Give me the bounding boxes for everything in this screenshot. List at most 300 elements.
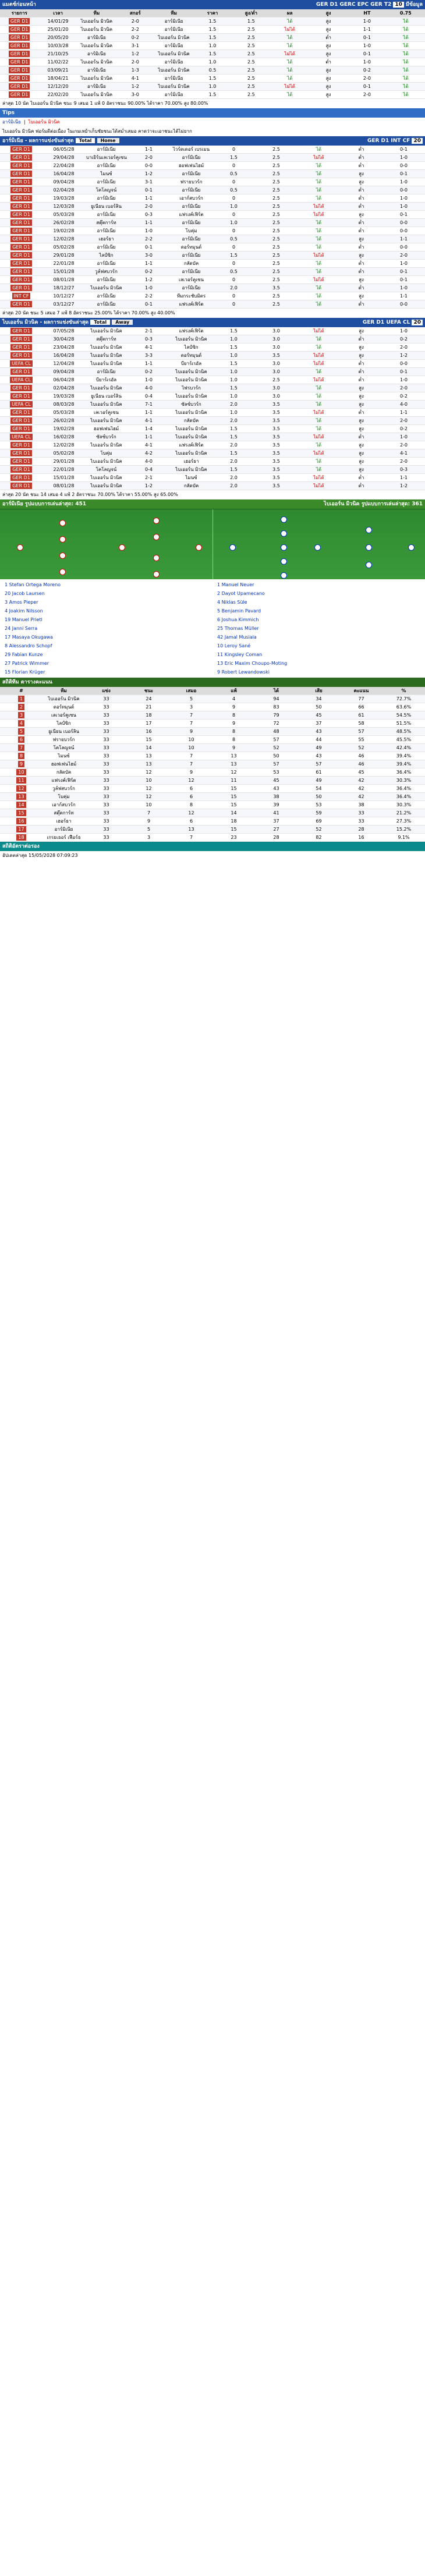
standings-cell: 38: [255, 793, 298, 801]
standings-cell: 5: [170, 695, 212, 703]
standings-cell: [0, 760, 42, 768]
recent-b-row[interactable]: [0, 433, 425, 441]
recent-a-cell: 0: [212, 211, 255, 219]
recent-b-cell: ดอร์ทมุนด์: [170, 352, 212, 360]
h2h-cell: 2-0: [116, 58, 154, 66]
recent-a-cell: ได้: [298, 186, 340, 194]
recent-a-row[interactable]: [0, 260, 425, 268]
recent-b-cell: บียาร์เรอัล: [170, 360, 212, 368]
standings-row[interactable]: [0, 817, 425, 825]
recent-b-row[interactable]: [0, 376, 425, 384]
lineup-player[interactable]: 17 Masaya Okugawa: [5, 635, 53, 640]
standings-row[interactable]: [0, 728, 425, 736]
recent-b-cell: ไม่ได้: [298, 352, 340, 360]
h2h-row[interactable]: [0, 83, 425, 91]
recent-b-league-tag: GER D1: [10, 409, 32, 416]
h2h-cell: อาร์มิเนีย: [154, 91, 193, 99]
recent-a-row[interactable]: [0, 170, 425, 178]
recent-b-cell: สูง: [340, 458, 382, 466]
recent-a-cell: วูล์ฟสบวร์ก: [85, 268, 128, 276]
section-b-filter-1[interactable]: GER D1: [362, 320, 385, 325]
recent-b-cell: 3.5: [255, 352, 298, 360]
lineup-player[interactable]: 9 Robert Lewandowski: [217, 669, 270, 675]
standings-cell: เลเวอร์คูเซน: [42, 711, 85, 720]
lineup-player[interactable]: 27 Patrick Wimmer: [5, 661, 49, 666]
section-a-count[interactable]: 20: [412, 138, 423, 144]
standings-cell: 15: [128, 736, 170, 744]
standings-row[interactable]: [0, 777, 425, 785]
standings-cell: 18: [212, 817, 255, 825]
recent-b-row[interactable]: [0, 409, 425, 417]
recent-b-cell: สตุ๊ตการ์ท: [85, 335, 128, 343]
standings-row[interactable]: [0, 809, 425, 817]
h2h-cell: 0-1: [348, 50, 386, 58]
standings-cell: 36.4%: [382, 768, 425, 777]
recent-b-cell: 3.0: [255, 327, 298, 335]
recent-a-cell: 1-1: [382, 235, 425, 243]
section-a-filter-2[interactable]: INT CF: [391, 138, 410, 144]
standings-cell: 33: [85, 711, 128, 720]
lineup-player[interactable]: 20 Jacob Laursen: [5, 591, 45, 596]
h2h-cell: 11/02/22: [38, 58, 77, 66]
recent-b-cell: ไฟรบวร์ก: [170, 384, 212, 392]
standings-cell: 33: [85, 736, 128, 744]
recent-a-cell: ได้: [298, 268, 340, 276]
tab-home-a[interactable]: Home: [97, 138, 119, 143]
filter-3[interactable]: EPC: [357, 2, 369, 8]
recent-a-row[interactable]: [0, 268, 425, 276]
standings-cell: 10: [170, 744, 212, 752]
h2h-row[interactable]: [0, 91, 425, 99]
recent-a-cell: 10/12/27: [42, 292, 85, 300]
recent-b-cell: 0-4: [128, 392, 170, 401]
recent-b-row[interactable]: [0, 392, 425, 401]
lineup-player[interactable]: 1 Manuel Neuer: [217, 582, 254, 587]
recent-b-row[interactable]: [0, 327, 425, 335]
recent-b-cell: 2-0: [382, 458, 425, 466]
h2h-header-cell: ทีม: [154, 9, 193, 17]
recent-a-cell: 0-0: [382, 243, 425, 251]
lineup-player[interactable]: 2 Dayot Upamecano: [217, 591, 265, 596]
recent-a-league-tag: GER D1: [10, 146, 32, 153]
standings-cell: [0, 711, 42, 720]
recent-b-row[interactable]: [0, 368, 425, 376]
lineup-right-title: ไบเออร์น มิวนิค รูปแบบการเล่นล่าสุด: 361: [324, 501, 423, 507]
recent-a-row[interactable]: [0, 243, 425, 251]
recent-a-cell: ไม่ได้: [298, 154, 340, 162]
recent-b-cell: 1.0: [212, 376, 255, 384]
standings-row[interactable]: [0, 711, 425, 720]
recent-b-cell: ต่ำ: [340, 376, 382, 384]
recent-b-cell: 1-1: [128, 360, 170, 368]
recent-a-cell: 18/12/27: [42, 284, 85, 292]
recent-a-cell: ไวร์ดเดอร์ เบรเมน: [170, 146, 212, 154]
h2h-row[interactable]: [0, 17, 425, 26]
pitch: [0, 509, 425, 579]
recent-a-cell: 0-0: [382, 186, 425, 194]
recent-b-league-tag: GER D1: [10, 328, 32, 334]
recent-b-league-tag: GER D1: [10, 385, 32, 391]
recent-a-cell: 0: [212, 194, 255, 203]
h2h-row[interactable]: [0, 66, 425, 75]
recent-b-row[interactable]: [0, 458, 425, 466]
recent-b-cell: [0, 417, 42, 425]
standings-cell: เอาก์สบวร์ก: [42, 801, 85, 809]
standings-cell: 9: [212, 703, 255, 711]
lineup-player[interactable]: 8 Alessandro Schopf: [5, 643, 52, 649]
recent-b-cell: [0, 360, 42, 368]
recent-a-row[interactable]: [0, 284, 425, 292]
recent-b-cell: 3.0: [255, 335, 298, 343]
recent-b-cell: กลัดบัค: [170, 482, 212, 490]
standings-row[interactable]: [0, 744, 425, 752]
recent-a-cell: 2.5: [255, 260, 298, 268]
player-dot: [153, 518, 160, 524]
recent-a-cell: 2.5: [255, 243, 298, 251]
recent-b-row[interactable]: [0, 401, 425, 409]
page: [0, 0, 425, 860]
recent-b-row[interactable]: [0, 384, 425, 392]
lineup-player[interactable]: 6 Joshua Kimmich: [217, 617, 259, 622]
h2h-cell: 2.5: [232, 66, 270, 75]
recent-b-cell: [0, 409, 42, 417]
recent-b-cell: 3.5: [255, 409, 298, 417]
h2h-cell: สูง: [309, 91, 348, 99]
h2h-cell: 22/02/20: [38, 91, 77, 99]
standings-cell: 8: [212, 736, 255, 744]
recent-a-cell: อาร์มิเนีย: [85, 243, 128, 251]
standings-row[interactable]: [0, 760, 425, 768]
h2h-cell: ได้: [271, 91, 309, 99]
standings-row[interactable]: [0, 768, 425, 777]
standings-cell: 33: [340, 809, 382, 817]
h2h-row[interactable]: [0, 50, 425, 58]
h2h-cell: 2-2: [116, 26, 154, 34]
standings-cell: 15.2%: [382, 825, 425, 834]
recent-a-cell: 12/03/28: [42, 203, 85, 211]
standings-cell: 45: [255, 777, 298, 785]
recent-a-cell: ทีมกระชับมิตร: [170, 292, 212, 300]
recent-a-summary: ล่าสุด 20 นัด ชนะ 5 เสมอ 7 แพ้ 8 อัตราชนะ 25.00% ได้ราคา 70.00% สูง 40.00%: [2, 310, 175, 316]
h2h-league-tag: GER D1: [9, 91, 30, 98]
h2h-cell: 2-0: [348, 75, 386, 83]
h2h-cell: [0, 42, 38, 50]
standings-cell: ดอร์ทมุนด์: [42, 703, 85, 711]
recent-a-cell: อาร์มิเนีย: [85, 227, 128, 235]
h2h-cell: [0, 34, 38, 42]
recent-a-row[interactable]: [0, 186, 425, 194]
recent-b-row[interactable]: [0, 335, 425, 343]
section-b-count[interactable]: 20: [412, 320, 423, 325]
recent-a-row[interactable]: [0, 235, 425, 243]
recent-b-cell: ไม่ได้: [298, 327, 340, 335]
recent-b-cell: 0-3: [128, 335, 170, 343]
h2h-cell: 1.5: [193, 91, 232, 99]
filter-2[interactable]: GERC: [339, 2, 356, 8]
recent-b-cell: 1.5: [212, 466, 255, 474]
recent-a-cell: 0.5: [212, 186, 255, 194]
recent-b-cell: ไม่ได้: [298, 449, 340, 458]
h2h-cell: ได้: [271, 58, 309, 66]
standings-row[interactable]: [0, 695, 425, 703]
standings-cell: 39.4%: [382, 752, 425, 760]
recent-b-league-tag: GER D1: [10, 336, 32, 342]
count-select[interactable]: 10: [393, 2, 404, 8]
standings-cell: 30.3%: [382, 777, 425, 785]
recent-a-row[interactable]: [0, 251, 425, 260]
recent-a-cell: 0-1: [382, 146, 425, 154]
recent-a-cell: อาร์มิเนีย: [170, 219, 212, 227]
lineup-player[interactable]: 3 Amos Pieper: [5, 600, 38, 605]
standings-league-tag: 17: [16, 826, 26, 832]
h2h-cell: 1.5: [193, 75, 232, 83]
standings-cell: 12: [170, 777, 212, 785]
recent-b-cell: ไบเออร์น มิวนิค: [170, 425, 212, 433]
recent-b-cell: [0, 384, 42, 392]
standings-cell: 15: [212, 825, 255, 834]
recent-b-cell: [0, 425, 42, 433]
recent-a-cell: ต่ำ: [340, 227, 382, 235]
lineup-player[interactable]: 19 Manuel Prietl: [5, 617, 42, 622]
recent-b-row[interactable]: [0, 466, 425, 474]
recent-b-league-tag: UEFA CL: [10, 377, 33, 383]
recent-a-row[interactable]: [0, 300, 425, 309]
h2h-header-cell: สูง/ต่ำ: [232, 9, 270, 17]
h2h-row[interactable]: [0, 75, 425, 83]
recent-a-row[interactable]: [0, 211, 425, 219]
recent-b-cell: ไบเออร์น มิวนิค: [85, 343, 128, 352]
recent-a-cell: 1.0: [212, 219, 255, 227]
lineup-player[interactable]: 11 Kingsley Coman: [217, 652, 263, 657]
recent-a-row[interactable]: [0, 154, 425, 162]
h2h-cell: ไบเออร์น มิวนิค: [77, 75, 116, 83]
tips-label: Tips: [2, 110, 15, 116]
standings-cell: 66: [340, 703, 382, 711]
lineup-player[interactable]: 4 Joakim Nilsson: [5, 608, 43, 614]
recent-b-cell: ไบเออร์น มิวนิค: [170, 433, 212, 441]
recent-b-cell: ไบเออร์น มิวนิค: [85, 458, 128, 466]
recent-a-cell: 1-1: [128, 219, 170, 227]
player-dot: [366, 544, 372, 551]
lineup-player[interactable]: 25 Thomas Müller: [217, 626, 259, 631]
h2h-cell: อาร์มิเนีย: [77, 34, 116, 42]
lineup-player[interactable]: 5 Benjamin Pavard: [217, 608, 261, 614]
h2h-cell: อาร์มิเนีย: [154, 17, 193, 26]
h2h-cell: สูง: [309, 66, 348, 75]
h2h-cell: อาร์มิเนีย: [77, 66, 116, 75]
standings-cell: โคโลญจน์: [42, 744, 85, 752]
h2h-cell: ได้: [271, 42, 309, 50]
lineup-player[interactable]: 24 Janni Serra: [5, 626, 38, 631]
standings-cell: 9: [170, 768, 212, 777]
standings-row[interactable]: [0, 736, 425, 744]
standings-cell: 37: [255, 817, 298, 825]
recent-b-row[interactable]: [0, 441, 425, 449]
recent-b-cell: 1.0: [212, 335, 255, 343]
recent-b-row[interactable]: [0, 449, 425, 458]
recent-a-cell: 1-0: [382, 284, 425, 292]
recent-a-row[interactable]: [0, 292, 425, 300]
recent-b-cell: 16/04/28: [42, 352, 85, 360]
recent-b-row[interactable]: [0, 474, 425, 482]
tab-total-b[interactable]: Total: [90, 320, 110, 325]
lineup-player[interactable]: 13 Eric Maxim Choupo-Moting: [217, 661, 288, 666]
standings-row[interactable]: [0, 752, 425, 760]
recent-b-cell: 1-1: [382, 409, 425, 417]
recent-b-cell: 05/02/28: [42, 449, 85, 458]
standings-cell: 57: [255, 736, 298, 744]
recent-a-cell: 2.5: [255, 170, 298, 178]
recent-a-cell: [0, 154, 42, 162]
h2h-cell: สูง: [309, 26, 348, 34]
standings-row[interactable]: [0, 703, 425, 711]
recent-b-row[interactable]: [0, 482, 425, 490]
recent-a-league-tag: GER D1: [10, 244, 32, 250]
h2h-row[interactable]: [0, 34, 425, 42]
standings-cell: 33: [85, 817, 128, 825]
h2h-cell: ได้: [387, 42, 425, 50]
h2h-table: [0, 9, 425, 99]
recent-b-cell: [0, 335, 42, 343]
recent-a-cell: ได้: [298, 235, 340, 243]
filter-1[interactable]: GER D1: [316, 2, 338, 8]
recent-a-cell: 05/02/28: [42, 243, 85, 251]
h2h-row[interactable]: [0, 26, 425, 34]
standings-cell: [0, 825, 42, 834]
h2h-cell: 1.0: [193, 58, 232, 66]
recent-b-row[interactable]: [0, 417, 425, 425]
standings-league-tag: 2: [18, 704, 24, 710]
recent-b-league-tag: GER D1: [10, 442, 32, 448]
lineup-right: [212, 579, 425, 678]
recent-b-cell: ไบเออร์น มิวนิค: [170, 376, 212, 384]
recent-a-cell: อาร์มิเนีย: [85, 300, 128, 309]
recent-b-cell: 3.5: [255, 441, 298, 449]
recent-b-cell: สูง: [340, 425, 382, 433]
recent-b-cell: โคโลญจน์: [85, 466, 128, 474]
recent-a-row[interactable]: [0, 146, 425, 154]
recent-b-cell: 3.5: [255, 401, 298, 409]
recent-b-cell: ยูเนียน เบอร์ลิน: [85, 392, 128, 401]
standings-row[interactable]: [0, 785, 425, 793]
tab-total-a[interactable]: Total: [76, 138, 95, 143]
recent-a-row[interactable]: [0, 178, 425, 186]
recent-a-cell: เอาก์สบวร์ก: [170, 194, 212, 203]
recent-a-cell: ต่ำ: [340, 268, 382, 276]
recent-a-row[interactable]: [0, 227, 425, 235]
recent-a-row[interactable]: [0, 276, 425, 284]
standings-cell: 43: [298, 752, 340, 760]
recent-a-cell: 1-0: [128, 227, 170, 235]
recent-b-cell: 0-0: [382, 360, 425, 368]
recent-b-cell: [0, 376, 42, 384]
recent-b-cell: ต่ำ: [340, 433, 382, 441]
recent-b-cell: [0, 441, 42, 449]
standings-row[interactable]: [0, 834, 425, 842]
h2h-row[interactable]: [0, 58, 425, 66]
recent-a-cell: 1-1: [128, 146, 170, 154]
recent-b-cell: 07/05/28: [42, 327, 85, 335]
recent-b-row[interactable]: [0, 343, 425, 352]
recent-b-cell: กลัดบัค: [170, 417, 212, 425]
recent-a-cell: 0: [212, 292, 255, 300]
recent-a-cell: 1-2: [128, 170, 170, 178]
h2h-cell: ได้: [271, 17, 309, 26]
recent-b-cell: 4-1: [382, 449, 425, 458]
standings-cell: 41: [255, 809, 298, 817]
standings-row[interactable]: [0, 825, 425, 834]
recent-a-cell: [0, 178, 42, 186]
standings-cell: 57: [298, 760, 340, 768]
recent-b-cell: ไบเออร์น มิวนิค: [85, 441, 128, 449]
recent-b-cell: ไบเออร์น มิวนิค: [85, 474, 128, 482]
lineup-player[interactable]: 10 Leroy Sané: [217, 643, 251, 649]
recent-a-row[interactable]: [0, 203, 425, 211]
recent-a-row[interactable]: [0, 219, 425, 227]
standings-row[interactable]: [0, 801, 425, 809]
tips-left: อาร์มิเนีย: [2, 119, 21, 125]
h2h-cell: สูง: [309, 17, 348, 26]
h2h-cell: 21/10/25: [38, 50, 77, 58]
recent-b-cell: 1.5: [212, 384, 255, 392]
recent-b-row[interactable]: [0, 425, 425, 433]
recent-b-cell: 1-2: [382, 482, 425, 490]
section-a-filter-1[interactable]: GER D1: [367, 138, 389, 144]
filter-4[interactable]: GER T2: [370, 2, 392, 8]
recent-b-cell: 7-1: [128, 401, 170, 409]
recent-a-cell: [0, 292, 42, 300]
recent-a-cell: [0, 203, 42, 211]
h2h-cell: 1-3: [116, 66, 154, 75]
standings-row[interactable]: [0, 793, 425, 801]
recent-a-cell: 19/03/28: [42, 194, 85, 203]
h2h-cell: ได้: [271, 34, 309, 42]
recent-a-cell: ได้: [298, 243, 340, 251]
tab-away-b[interactable]: Away: [112, 320, 133, 325]
lineup-player[interactable]: 42 Jamal Musiala: [217, 635, 257, 640]
standings-cell: 54.5%: [382, 711, 425, 720]
lineup-player[interactable]: 15 Florian Krüger: [5, 669, 45, 675]
lineup-player[interactable]: 4 Niklas Süle: [217, 600, 247, 605]
lineup-player[interactable]: 1 Stefan Ortega Moreno: [5, 582, 61, 587]
recent-a-cell: 2.5: [255, 154, 298, 162]
recent-a-row[interactable]: [0, 162, 425, 170]
recent-a-league-tag: GER D1: [10, 268, 32, 275]
standings-cell: 52: [340, 744, 382, 752]
recent-b-row[interactable]: [0, 352, 425, 360]
recent-b-cell: เฮอร์ธา: [170, 458, 212, 466]
recent-a-cell: 0-0: [128, 162, 170, 170]
recent-b-cell: 1-0: [382, 376, 425, 384]
h2h-header-row: [0, 9, 425, 17]
h2h-cell: ได้: [387, 50, 425, 58]
h2h-cell: 1-2: [116, 50, 154, 58]
h2h-cell: ได้: [271, 75, 309, 83]
recent-b-cell: 3.0: [255, 360, 298, 368]
recent-a-row[interactable]: [0, 194, 425, 203]
standings-row[interactable]: [0, 720, 425, 728]
h2h-cell: ได้: [387, 83, 425, 91]
recent-b-cell: 2-0: [382, 343, 425, 352]
standings-cell: 10: [128, 777, 170, 785]
section-b-filter-2[interactable]: UEFA CL: [386, 320, 410, 325]
player-dot: [153, 555, 160, 561]
recent-b-row[interactable]: [0, 360, 425, 368]
lineup-player[interactable]: 29 Fabian Kunze: [5, 652, 43, 657]
recent-a-cell: อาร์มิเนีย: [85, 194, 128, 203]
h2h-row[interactable]: [0, 42, 425, 50]
player-dot: [281, 530, 287, 537]
